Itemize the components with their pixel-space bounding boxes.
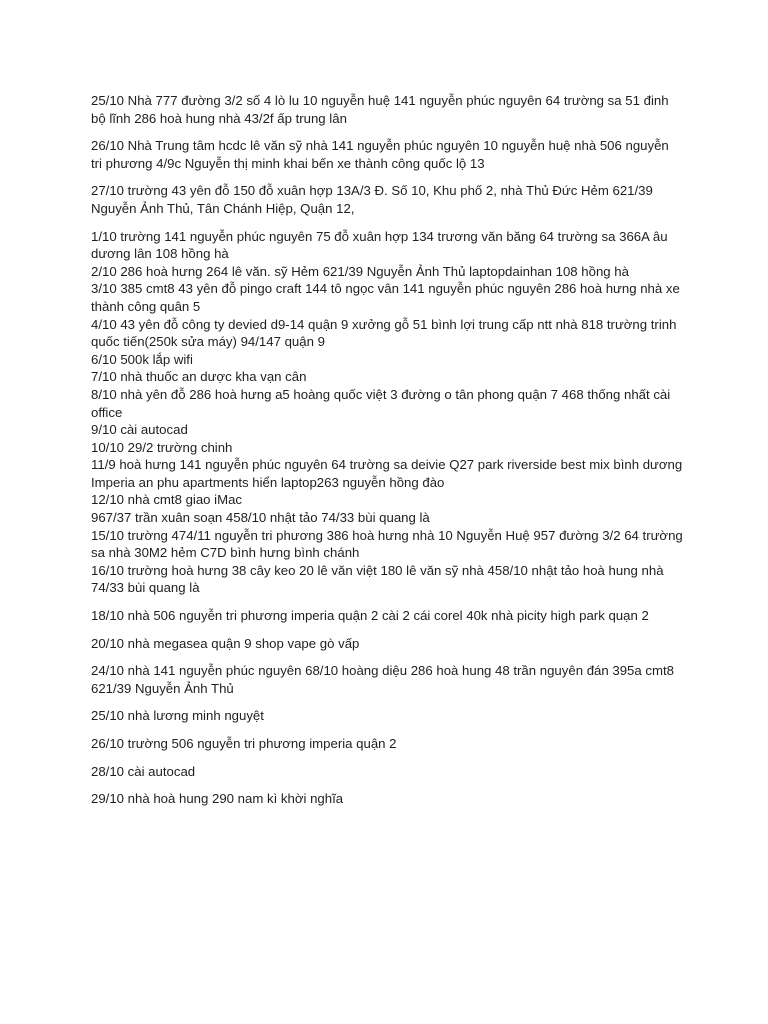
list-line: 1/10 trường 141 nguyễn phúc nguyên 75 đỗ xuân hợp 134 trương văn băng 64 trường sa 366A âu dương lân 108 hồng hà <box>91 228 668 262</box>
document-body <box>91 92 683 818</box>
list-line: 10/10 29/2 trường chinh <box>91 439 233 455</box>
paragraph-20-10: 20/10 nhà megasea quận 9 shop vape gò vấp <box>91 635 360 651</box>
list-line: 16/10 trường hoà hưng 38 cây keo 20 lê văn việt 180 lê văn sỹ nhà 458/10 nhật tảo hoà hung nhà 74/33 bùi quang là <box>91 562 664 596</box>
paragraph-26-10: 26/10 Nhà Trung tâm hcdc lê văn sỹ nhà 141 nguyễn phúc nguyên 10 nguyễn huệ nhà 506 nguyễn tri phương 4/9c Nguyễn thị minh khai bến xe thành công quốc lộ 13 <box>91 138 669 171</box>
list-line: 967/37 trần xuân soạn 458/10 nhật tảo 74/33 bùi quang là <box>91 510 430 526</box>
paragraph-29-10: 29/10 nhà hoà hung 290 nam kì khời nghĩa <box>91 791 344 807</box>
list-line: 12/10 nhà cmt8 giao iMac <box>91 492 243 508</box>
list-line: 11/9 hoà hưng 141 nguyễn phúc nguyên 64 trường sa deivie Q27 park riverside best mix bình dương Imperia an phu apartments hiển laptop263 nguyễn hồng đào <box>91 457 683 490</box>
list-line: 4/10 43 yên đỗ công ty devied d9-14 quận 9 xưởng gỗ 51 bình lợi trung cấp ntt nhà 818 trường trinh quốc tiến(250k sửa máy) 94/147 quận 9 <box>91 316 677 350</box>
paragraph-26-10-b: 26/10 trường 506 nguyễn tri phương imperia quận 2 <box>91 736 397 751</box>
list-line: 8/10 nhà yên đỗ 286 hoà hưng a5 hoàng quốc việt 3 đường o tân phong quận 7 468 thống nhất cài office <box>91 386 671 420</box>
list-line: 15/10 trường 474/11 nguyễn tri phương 386 hoà hưng nhà 10 Nguyễn Huệ 957 đường 3/2 64 trường sa nhà 30M2 hẻm C7D bình hưng bình chánh <box>91 527 683 561</box>
paragraph-25-10-b: 25/10 nhà lương minh nguyệt <box>91 708 264 724</box>
list-line: 2/10 286 hoà hưng 264 lê văn. sỹ Hẻm 621/39 Nguyễn Ảnh Thủ laptopdainhan 108 hồng hà <box>91 263 629 279</box>
list-line: 6/10 500k lắp wifi <box>91 351 193 367</box>
paragraph-28-10: 28/10 cài autocad <box>91 763 196 779</box>
paragraph-18-10: 18/10 nhà 506 nguyễn tri phương imperia quận 2 cài 2 cái corel 40k nhà picity high park quạn 2 <box>91 608 649 624</box>
daily-log-list <box>91 228 683 597</box>
list-line: 9/10 cài autocad <box>91 422 188 438</box>
list-line: 7/10 nhà thuốc an dược kha vạn cân <box>91 369 307 385</box>
paragraph-25-10: 25/10 Nhà 777 đường 3/2 số 4 lò lu 10 nguyễn huệ 141 nguyễn phúc nguyên 64 trường sa 51 đinh bộ lĩnh 286 hoà hung nhà 43/2f ấp trung lân <box>91 93 669 126</box>
paragraph-27-10: 27/10 trường 43 yên đỗ 150 đỗ xuân hợp 13A/3 Đ. Số 10, Khu phố 2, nhà Thủ Đức Hẻm 621/39 Nguyễn Ảnh Thủ, Tân Chánh Hiệp, Quận 12, <box>91 183 653 216</box>
paragraph-24-10: 24/10 nhà 141 nguyễn phúc nguyên 68/10 hoàng diệu 286 hoà hung 48 trần nguyên đán 395a cmt8 621/39 Nguyễn Ảnh Thủ <box>91 663 674 696</box>
list-line: 3/10 385 cmt8 43 yên đỗ pingo craft 144 tô ngọc vân 141 nguyễn phúc nguyên 286 hoà hưng nhà xe thành công quân 5 <box>91 281 680 314</box>
